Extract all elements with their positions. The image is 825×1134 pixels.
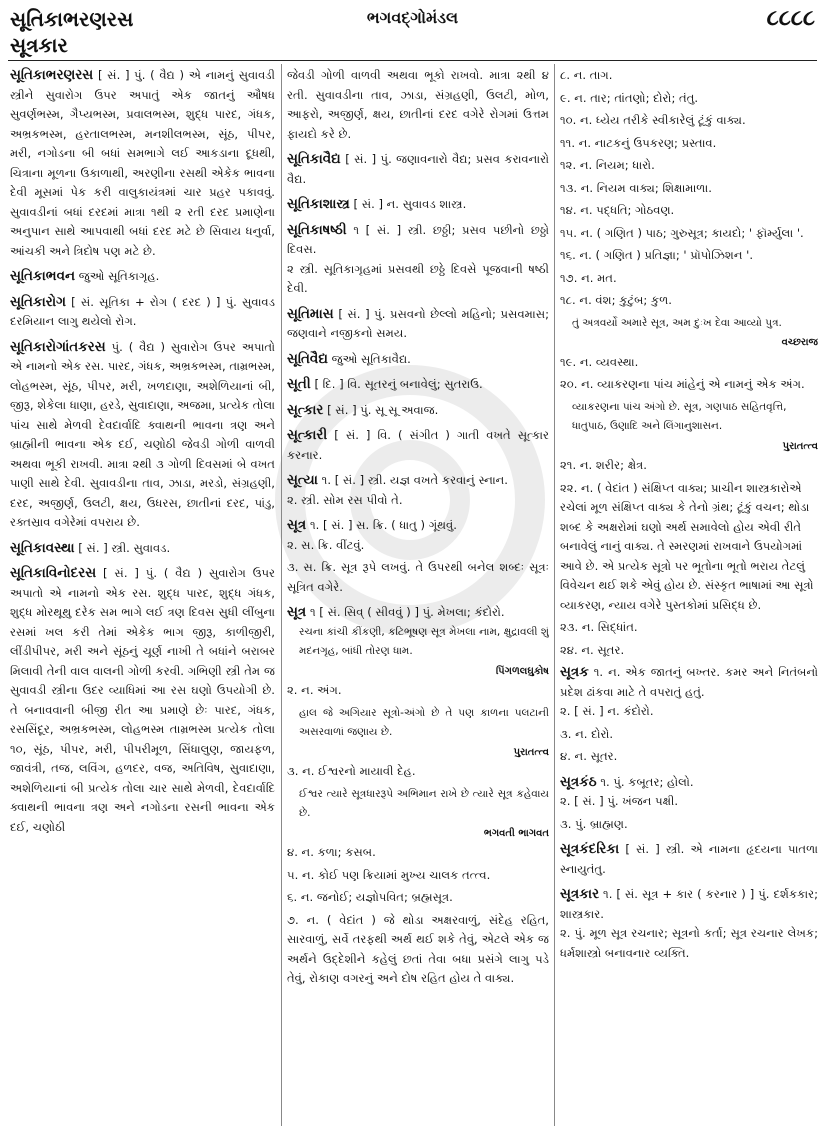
headword: સૂતિકાવિનોદરસ xyxy=(10,565,97,581)
definition: ૧. ન. એક જાતનું બખ્તર. કમર અને નિતંબનો પ્રદેશ ઢાંકવા માટે તે વપરાતું હતું. xyxy=(560,665,818,699)
headword: સૂત્ર xyxy=(287,604,307,620)
headword: સૂતિકારોગ xyxy=(10,293,66,310)
dict-entry xyxy=(560,773,818,835)
sense: ૨. પું. મૂળ સૂત્ર રચનાર; સૂત્રનો કર્તા; સૂત્ર રચનાર લેખક; ધર્મશાસ્ત્રો બનાવનાર વ્યક્તિ. xyxy=(560,926,818,960)
dict-entry xyxy=(10,338,275,533)
headword: સૂતિકાભવન xyxy=(10,268,76,284)
definition: પું. ( વૈદ્ય ) સુવારોગ ઉપર અપાતો એ નામનો એક રસ. પારદ, ગંધક, અભ્રકભસ્મ, તામ્રભસ્મ, લોહભસ્મ, સૂંઠ, પીપર, મરી, ખળદાણા, અશેળિયાનાં બી, જીરૂ, શેકેલા ધાણા, હરડે, સુવાદાણા, અજમા, પ્રત્યેક તોલા પાંચ સાથે મેળવી દેવદાર્વાદિ ક્વાથની ભાવના ત્રણ અને બ્રાહ્મીની ભાવના એક દઈ, ચણોઠી જેવડી ગોળી વાળવી અથવા ભૂકી રાખવી. માત્રા ૨થી ૩ ગોળી દિવસમાં બે વખત પાણી સાથે દેવી. સુવાવડીના તાવ, ઝાડા, મરડો, સંગ્રહણી, દરદ, અજીર્ણ, ઉલટી, ક્ષય, ઉધરસ, છાતીનાં દરદ, પાંડુ, રક્તસ્રાવ વગેરેમાં વપરાય છે. xyxy=(10,339,275,529)
sense: ૨. ન. અંગ. xyxy=(287,683,342,697)
citation-source: ભગવતી ભાગવત xyxy=(483,827,549,839)
dict-entry xyxy=(287,516,549,597)
dict-entry xyxy=(287,221,549,299)
sense: ૨૦. ન. વ્યાકરણના પાંચ માંહેનું એ નામનું એક અંગ. xyxy=(560,377,805,391)
definition: [ સં. ] પું. ( વૈદ્ય ) એ નામનું સુવાવડી સ્ત્રીને સુવારોગ ઉપર અપાતું એક જાતનું ઔષધ સુવર્ણભસ્મ, ગૈપ્યભસ્મ, પ્રવાલભસ્મ, શુદ્ધ પારદ, ગંધક, અભ્રકભસ્મ, હરતાલભસ્મ, મનશીલભસ્મ, સૂંઠ, પીપર, મરી, નગોડના બી બધાં સમભાગે લઈ આકડાના દૂધથી, ચિત્રાના મૂળના ઉકાળાથી, અરણીના રસથી એકેક ભાવના દેવી મૂસમાં પેક કરી વાલુકાયંત્રમાં ચાર પ્રહર પકાવવું. સુવાવડીનાં બધાં દરદમાં માત્રા ૧થી ૨ રતી દરદ પ્રમાણેના અનુપાન સાથે આપવાથી બધાં દરદ મટે છે સિવાય ધનુર્વા, આંચકી અને ત્રિદોષ પણ મટે છે. xyxy=(10,68,275,258)
sense: ૧૪. ન. પદ્ધતિ; ગોઠવણ. xyxy=(560,203,675,217)
citation: હાલ જે અગિયાર સૂત્રો-અંગો છે તે પણ કાળના પલટાની અસરવાળાં જણાય છે. xyxy=(299,706,549,738)
definition: ૧. [ સં. સૂત્ર + કાર ( કરનાર ) ] પું. દર્શકકાર; શાસ્ત્રકાર. xyxy=(560,887,818,921)
dict-entry xyxy=(10,66,275,261)
definition: ૧. પું. કબૂતર; હોલો. xyxy=(600,774,694,789)
guide-word-first: સૂતિકાભરણરસ xyxy=(10,7,134,31)
headword: સૂતિકારોગાંતકરસ xyxy=(10,338,106,355)
citation-source: પિંગળલઘુકોષ xyxy=(495,665,549,677)
sense: ૧૫. ન. ( ગણિત ) પાઠ; ગુરુસૂત્ર; કાયદો; ' ફૉર્મ્યુલા '. xyxy=(560,225,804,240)
headword: સૂતિવૈદ્ય xyxy=(287,350,328,367)
citation-source: પુરાતત્ત્વ xyxy=(513,746,549,758)
sense: ૪. ન. કળા; કસબ. xyxy=(287,845,376,859)
dict-entry xyxy=(287,603,549,989)
dict-entry xyxy=(560,663,818,767)
definition: ૧. [ સં. ] સ. ક્રિ. ( ધાતુ ) ગૂંથવું. xyxy=(309,518,457,532)
sense: ૧૭. ન. મત. xyxy=(560,270,617,285)
definition: ૧ [ સં. સિવ્ ( સીવવું ) ] પું. મેખલા; કંદોરો. xyxy=(309,605,505,619)
sense: ૩. ન. ઈશ્વરનો માયાવી દેહ. xyxy=(287,764,416,778)
dict-entry xyxy=(287,150,549,189)
headword: સૂત્કાર xyxy=(287,401,324,418)
headword: સૂતિકાષષ્ઠી xyxy=(287,221,347,238)
dict-entry xyxy=(10,293,275,332)
headword: સૂતિકાભરણરસ xyxy=(10,67,94,83)
page-number: ૮૮૮૮ xyxy=(766,6,815,31)
definition: [ દિ. ] વિ. સૂતરનું બનાવેલું; સુતરાઉ. xyxy=(314,377,483,391)
dictionary-title: ભગવદ્ગોમંડલ xyxy=(366,8,459,27)
sense: ૨૪. ન. સૂતર. xyxy=(560,642,625,657)
sense: ૨. સ્ત્રી. સોમ રસ પીવો તે. xyxy=(287,492,403,507)
definition: જુઓ સૂતિકાવૈદ્ય. xyxy=(331,351,411,366)
headword: સૂત્રકાર xyxy=(560,886,600,902)
sense: ૧૩. ન. નિયમ વાક્ય; શિક્ષામાળા. xyxy=(560,180,712,195)
column-divider xyxy=(281,64,282,1126)
sense: ૧૨. ન. નિયમ; ધારો. xyxy=(560,158,655,172)
sense: ૨૩. ન. સિદ્ધાંત. xyxy=(560,620,638,634)
headword: સૂતી xyxy=(287,376,311,392)
citation-source: પુરાતત્ત્વ xyxy=(782,440,818,452)
dict-entry xyxy=(560,885,818,963)
definition: [ સં. ] સ્ત્રી. એ નામના હૃદયના પાતળા સ્નાયુતંતુ. xyxy=(560,842,818,876)
column-divider xyxy=(554,64,555,1126)
dict-entry xyxy=(287,426,549,465)
headword: સૂત્કારી xyxy=(287,427,328,443)
definition: [ સં. સૂતિકા + રોગ ( દરદ ) ] પું. સુવાવડ દરમિયાન લાગુ થયેલો રોગ. xyxy=(10,294,275,328)
dict-entry xyxy=(10,539,275,559)
dict-entry xyxy=(10,564,275,837)
definition: [ સં. ] પું. ( વૈદ્ય ) સુવારોગ ઉપર અપાતો એ નામનો એક રસ. શુદ્ધ પારદ, શુદ્ધ ગંધક, શુદ્ધ મોરથૂથુ દરેક સમ ભાગે લઈ ત્રણ દિવસ સુધી લીંબુના રસમાં ખલ કરી તેમાં એકેક ભાગ જીરૂ, કાળીજીરી, લીંડીપીપર, મરી અને સૂંઠનું ચૂર્ણ નાખી તે બધાંને બરાબર મિલાવી તેની વાલ વાલની ગોળી કરવી. ગભિણી સ્ત્રી તેમ જ સુવાવડી સ્ત્રીના ઉદર વ્યાધિમાં આ રસ ઘણો ઉપયોગી છે. તે બનાવવાની બીજી રીત આ પ્રમાણે છેઃ પારદ, ગંધક, રસસિંદૂર, અભ્રકભસ્મ, લોહભસ્મ તામ્રભસ્મ પ્રત્યેક તોલા ૧૦, સૂંઠ, પીપર, મરી, પીપરીમૂળ, સિંધાલુણ, જાયફળ, જાવંત્રી, તજ, લવિંગ, હળદર, વજ, અતિવિષ, સુવાદાણા, અશેળિયાનાં બી પ્રત્યેક તોલા ચાર સાથે મેળવી, દેવદાર્વાદિ ક્વાથની ભાવના ત્રણ અને નગોડના રસની ભાવના એક દઈ, ચણોઠી xyxy=(10,566,275,834)
definition: જુઓ સૂતિકાગૃહ. xyxy=(78,269,160,283)
definition: [ સં. ] સ્ત્રી. સુવાવડ. xyxy=(78,540,171,555)
sense: ૨. [ સં. ] પું. ખંજન પક્ષી. xyxy=(560,794,679,808)
sense: ૩. સ. ક્રિ. સૂત્ર રૂપે લખવું. તે ઉપરથી બનેલ શબ્દઃ સૂત્રઃ સૂત્રિત વગેરે. xyxy=(287,560,549,594)
headword: સૂત્રક xyxy=(560,664,589,680)
sense: ૧૦. ન. ધ્યેય તરીકે સ્વીકારેલું ટૂંકું વાક્ય. xyxy=(560,113,746,127)
sense: ૧૮. ન. વંશ; કુટુંબ; કુળ. xyxy=(560,293,672,307)
sense: ૭. ન. ( વેદાંત ) જે થોડા અક્ષરવાળું, સંદેહ રહિત, સારવાળું, સર્વે તરફથી અર્થ થઈ શકે તેવું, એટલે એક જ અર્થને ઉદ્દેશીને કહેલું છતાં તેવા બધા પ્રસંગે લાગુ પડે તેવું, રોકાણ વગરનું અને દોષ રહિત હોય તે વાક્ય. xyxy=(287,912,549,985)
definition: જેવડી ગોળી વાળવી અથવા ભૂકો રાખવો. માત્રા ૨થી ૪ રતી. સુવાવડીના તાવ, ઝાડા, સંગ્રહણી, ઉલટી, મોળ, આફરો, અજીર્ણ, ક્ષય, છાતીનાં દરદ વગેરે રોગમાં ઉત્તમ ફાયદો કરે છે. xyxy=(287,68,549,141)
sense: ૫. ન. કોઈ પણ ક્રિયામાં મુખ્ય ચાલક તત્ત્વ. xyxy=(287,867,491,882)
sense: ૨. સ. ક્રિ. વીંટવું. xyxy=(287,537,365,552)
headword: સૂતિકાવૈદ્ય xyxy=(287,151,341,167)
sense: ૧૬. ન. ( ગણિત ) પ્રતિજ્ઞા; ' પ્રૉપોઝિશન '. xyxy=(560,248,754,262)
citation: રચના કાંચી કીંકણી, કટિભૂષણ સૂત્ર મેખલા નામ, ક્ષુદ્રાવલી શું મદનગૃહ, બાંધી તોરણ ધામ. xyxy=(299,625,549,657)
headword: સૂતિકાશાસ્ત્ર xyxy=(287,196,350,212)
sense: ૩. પું. બ્રાહ્મણ. xyxy=(560,816,628,831)
sense: ૨૨. ન. ( વેદાંત ) સંક્ષિપ્ત વાક્ય; પ્રાચીન શાસ્ત્રકારોએ રચેલાં મૂળ સંક્ષિપ્ત વાક્ય કે તેનો ગ્રંથ; ટૂંકું વચન; થોડા શબ્દ કે અક્ષરોમાં ઘણો અર્થ સમાવેલો હોય એવી રીતે બનાવેલું નાનું વાક્ય. તે સ્મરણમાં રાખવાને ઉપયોગમાં આવે છે. એ પ્રત્યેક સૂત્રો પર ભૂતોના ભૂતો ભરાય તેટલું વિવેચન થઈ શકે એવું હોય છે. સંસ્કૃત ભાષામાં આ સૂત્રો વ્યાકરણ, ન્યાય વગેરે પુસ્તકોમાં પ્રસિદ્ધ છે. xyxy=(560,480,814,612)
definition: ૧ [ સં. ] સ્ત્રી. છઠ્ઠી; પ્રસવ પછીનો છઠ્ઠો દિવસ. xyxy=(287,222,549,256)
dict-entry xyxy=(287,195,549,215)
definition: ૧. [ સં. ] સ્ત્રી. યજ્ઞ વખતે કરવાનું સ્નાન. xyxy=(321,473,508,487)
sense: ૯. ન. તાર; તાંતણો; દોરો; તંતુ. xyxy=(560,90,699,105)
sense: ૪. ન. સૂતર. xyxy=(560,749,618,763)
dict-entry xyxy=(287,375,549,395)
citation: તું અત્રવર્યો અમારે સૂત્ર, અમ દુઃખ દેવા આવ્યો પુત્ર. xyxy=(572,316,782,329)
dict-entry xyxy=(287,350,549,370)
guide-word-last: સૂત્રકાર xyxy=(10,33,68,57)
headword: સૂત્રકંદરિકા xyxy=(560,841,620,857)
headword: સૂતિકાવસ્થા xyxy=(10,539,75,556)
headword: સૂત્ર xyxy=(287,517,307,533)
sense: ૨ સ્ત્રી. સૂતિકાગૃહમાં પ્રસવથી છઠ્ઠે દિવસે પૂજવાની ષષ્ઠી દેવી. xyxy=(287,261,549,295)
dict-entry xyxy=(10,267,275,287)
page-header xyxy=(0,0,825,58)
definition: [ સં. ] પું. સૂ સૂ અવાજ. xyxy=(327,402,439,417)
header-rule xyxy=(8,60,817,61)
sense: ૩. ન. દોરો. xyxy=(560,726,614,741)
headword: સૂત્રકંઠ xyxy=(560,773,597,790)
dict-entry xyxy=(287,471,549,510)
sense: ૮. ન. તાગ. xyxy=(560,68,613,82)
definition: [ સં. ] ન. સુવાવડ શાસ્ત્ર. xyxy=(353,197,467,211)
citation-source: વચ્છરાજ xyxy=(781,337,818,348)
sense: ૧૯. ન. વ્યવસ્થા. xyxy=(560,354,639,369)
citation: ઈશ્વર ત્યારે સૂત્રધારરૂપે અભિમાન રાખે છે ત્યારે સૂત્ર કહેવાય છે. xyxy=(299,787,549,819)
headword: સૂત્યા xyxy=(287,472,318,488)
dict-entry xyxy=(287,305,549,344)
dict-entry xyxy=(560,840,818,879)
definition: [ સં. ] પું. જણાવનારો વૈદ્ય; પ્રસવ કરાવનારો વૈદ્ય. xyxy=(287,152,549,186)
definition: [ સં. ] વિ. ( સંગીત ) ગાતી વખતે સૂત્કાર કરનાર. xyxy=(287,428,549,462)
sense: ૬. ન. જનોઈ; યજ્ઞોપવિત; બ્રહ્મસૂત્ર. xyxy=(287,890,453,904)
dict-entry-continued xyxy=(287,66,549,144)
citation: વ્યાકરણના પાંચ અંગો છે. સૂત્ર, ગણપાઠ સહિતવૃત્તિ, ધાતુપાઠ, ઉણાદિ અને લિંગાનુશાસન. xyxy=(572,400,787,432)
column-3 xyxy=(560,66,818,1126)
column-2 xyxy=(287,66,549,1126)
headword: સૂતિમાસ xyxy=(287,305,334,322)
column-1 xyxy=(10,66,275,1126)
sense: ૨૧. ન. શરીર; ક્ષેત્ર. xyxy=(560,458,647,472)
sense: ૧૧. ન. નાટકનું ઉપકરણ; પ્રસ્તાવ. xyxy=(560,135,717,150)
dict-entry xyxy=(287,401,549,421)
definition: [ સં. ] પું. પ્રસવનો છેલ્લો મહિનો; પ્રસવમાસ; જણવાને નજીકનો સમય. xyxy=(287,306,549,340)
sense: ૨. [ સં. ] ન. કંદોરો. xyxy=(560,704,654,718)
